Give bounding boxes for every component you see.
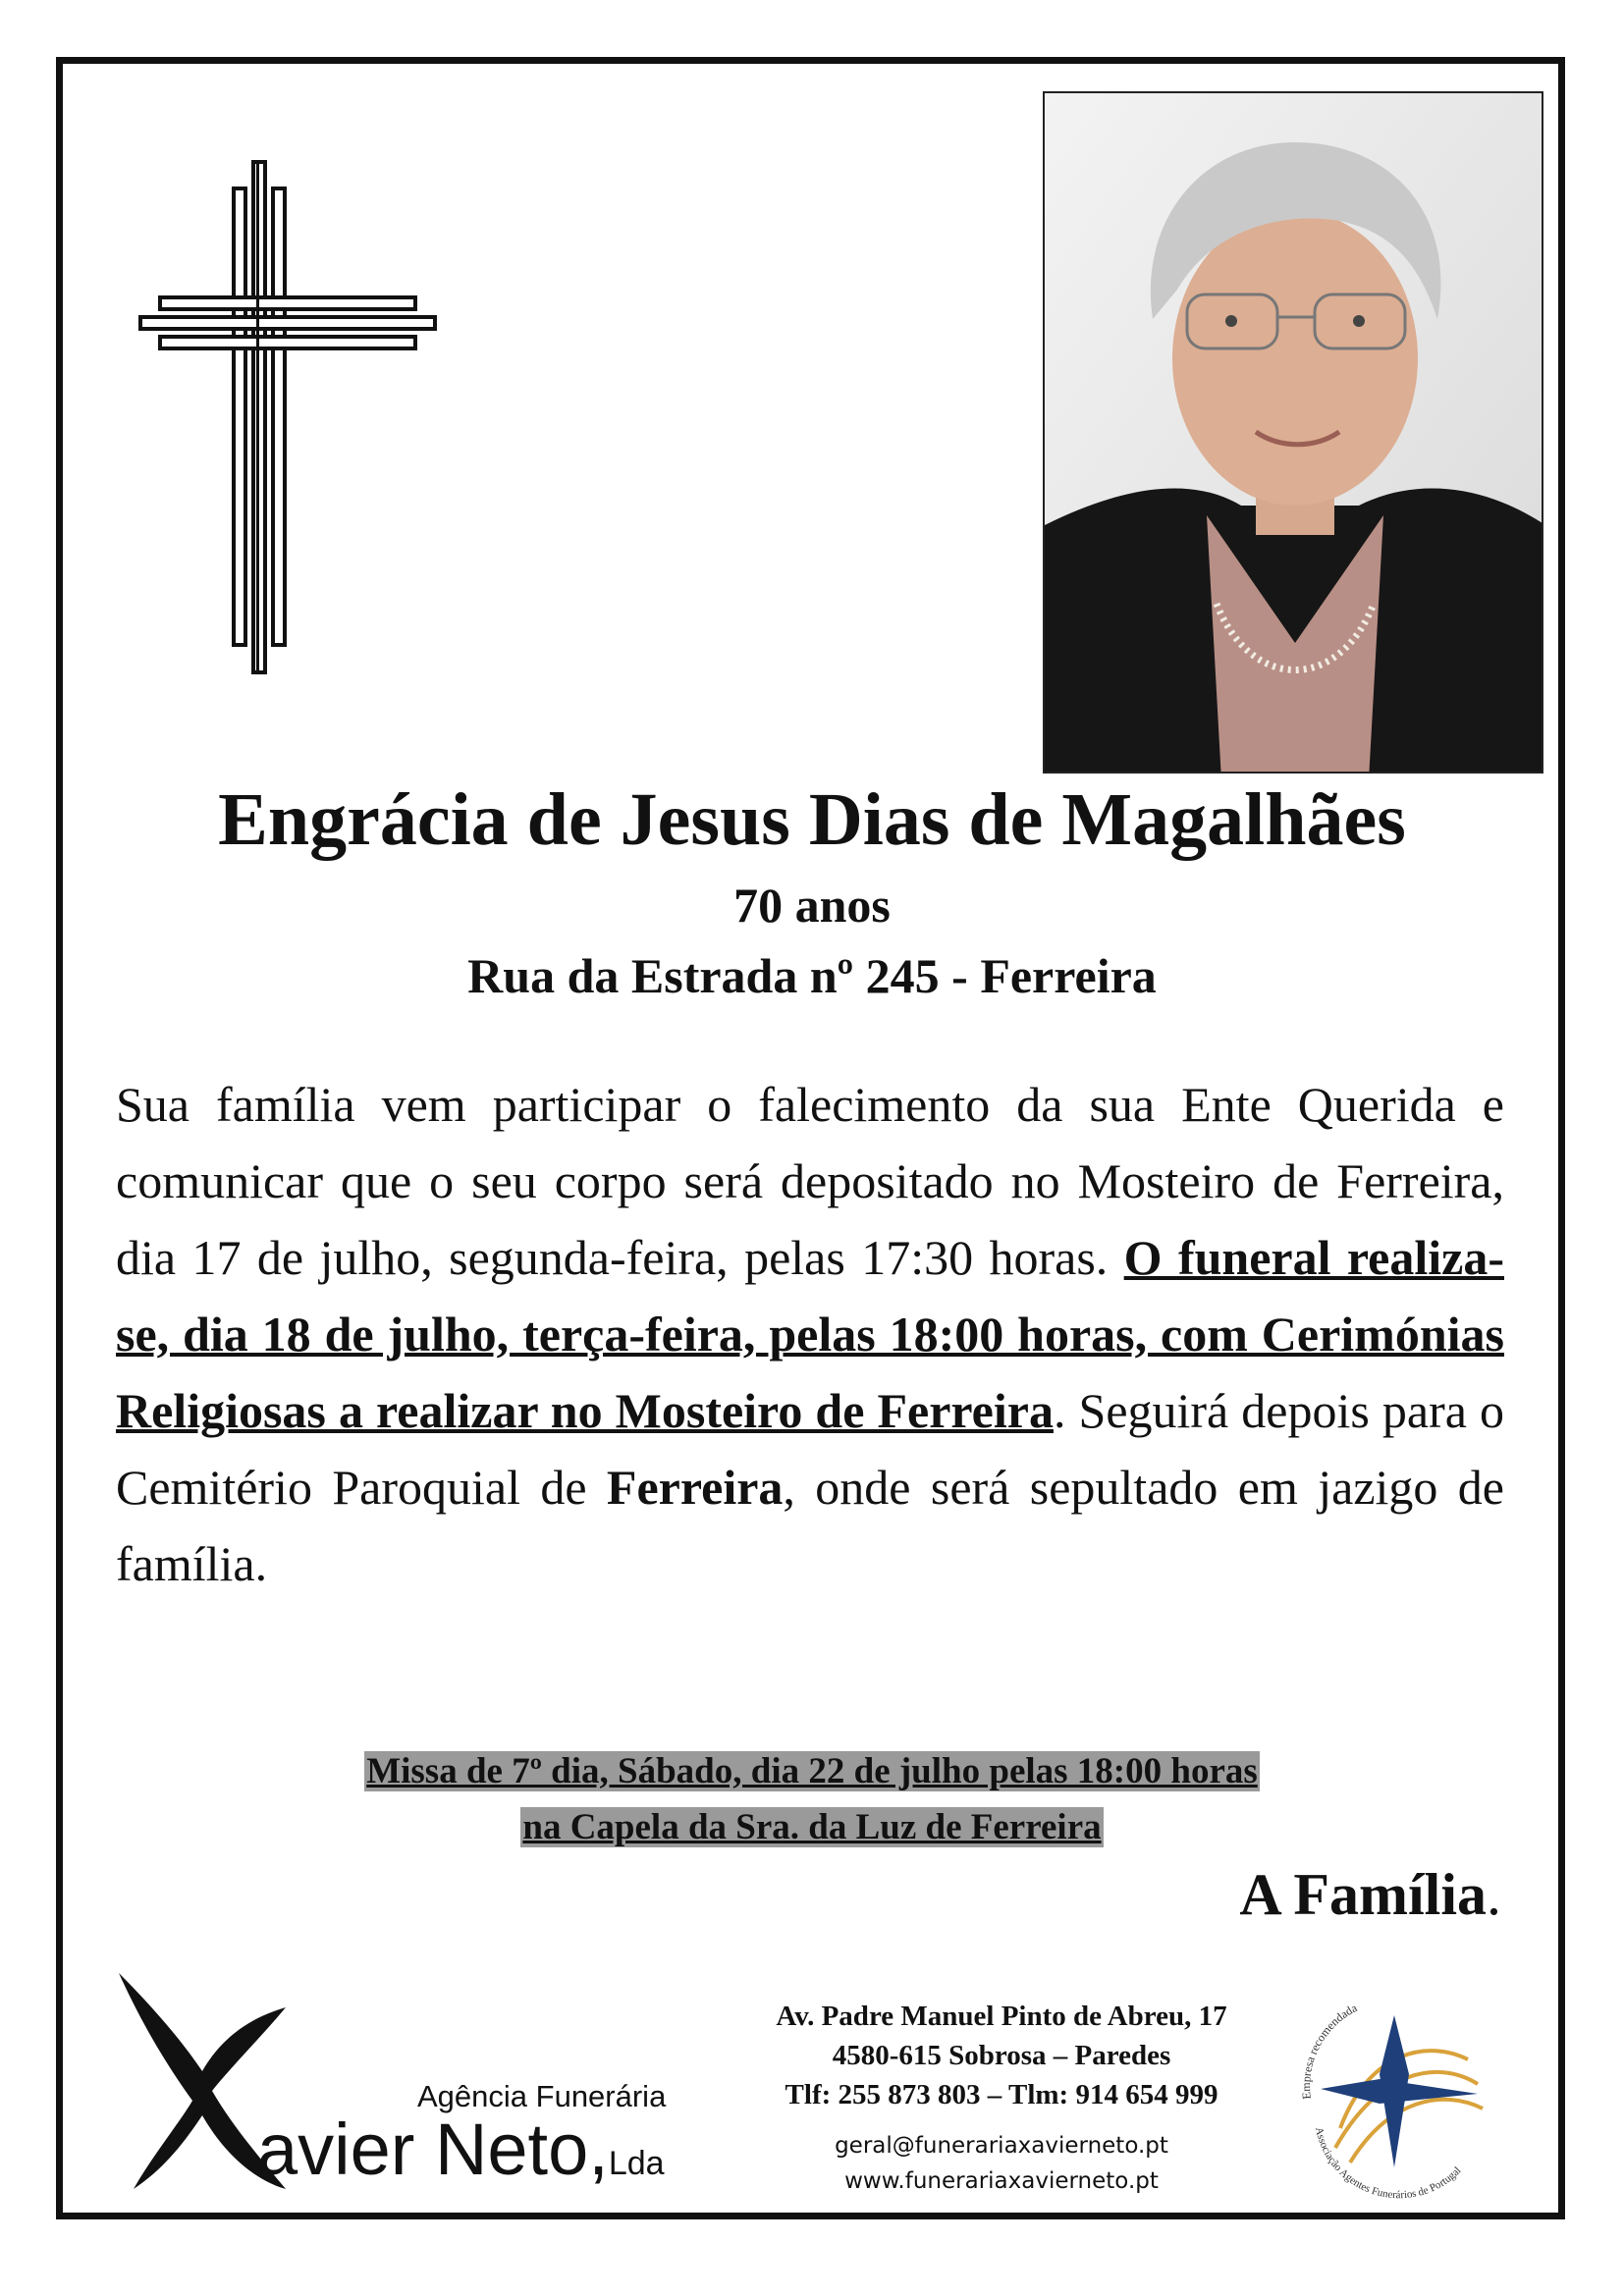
agency-address-line2: 4580-615 Sobrosa – Paredes (832, 2040, 1171, 2071)
deceased-name: Engrácia de Jesus Dias de Magalhães (218, 778, 1406, 861)
deceased-age: 70 anos (733, 878, 891, 933)
svg-text:Associação Agentes Funerários (1313, 2126, 1464, 2201)
missa-line2: na Capela da Sra. da Luz de Ferreira (522, 1807, 1102, 1847)
signoff-dot: . (1487, 1862, 1501, 1927)
agency-website[interactable]: www.funerariaxavierneto.pt (844, 2168, 1159, 2194)
cross-seal-icon (1281, 1981, 1507, 2207)
portrait-photo (1043, 91, 1543, 774)
seal-text-top: Empresa recomendada (1299, 2001, 1360, 2101)
seal-text-bottom: Associação Agentes Funerários de Portugal (1312, 2125, 1464, 2202)
agency-name-text: avier Neto, (257, 2109, 609, 2190)
agency-email[interactable]: geral@funerariaxavierneto.pt (835, 2133, 1168, 2159)
announcement-text (116, 1066, 1504, 1602)
agency-web (727, 2128, 1276, 2199)
cross-icon (135, 157, 440, 677)
missa-line1: Missa de 7º dia, Sábado, dia 22 de julho pelas 18:00 horas (366, 1751, 1258, 1791)
signoff (1239, 1861, 1501, 1929)
agency-name (257, 2110, 665, 2203)
agency-phones: Tlf: 255 873 803 – Tlm: 914 654 999 (785, 2079, 1218, 2110)
cemetery-place: Ferreira (606, 1460, 784, 1515)
announcement-part3: , onde será sepultado em jazigo de família. (116, 1460, 1504, 1591)
signoff-text: A Família (1239, 1862, 1487, 1927)
announcement-part1: Sua família vem participar o falecimento da sua Ente Querida e comunicar que o seu corpo será depositado no Mosteiro de Ferreira, dia 17 de julho, segunda-feira, pelas 17:30 horas. (116, 1077, 1504, 1285)
agency-label: Agência Funerária (417, 2079, 667, 2113)
missa-notice (59, 1743, 1565, 1855)
announcement-part2: . Seguirá depois para o Cemitério Paroquial de (116, 1383, 1504, 1515)
agency-suffix: Lda (608, 2145, 665, 2182)
deceased-address: Rua da Estrada nº 245 - Ferreira (467, 948, 1157, 1003)
agency-address-line1: Av. Padre Manuel Pinto de Abreu, 17 (776, 2001, 1227, 2032)
agency-contact (727, 1997, 1276, 2114)
funeral-details: O funeral realiza-se, dia 18 de julho, terça-feira, pelas 18:00 horas, com Cerimónias Religiosas a realizar no Mosteiro de Ferreira (116, 1230, 1504, 1438)
